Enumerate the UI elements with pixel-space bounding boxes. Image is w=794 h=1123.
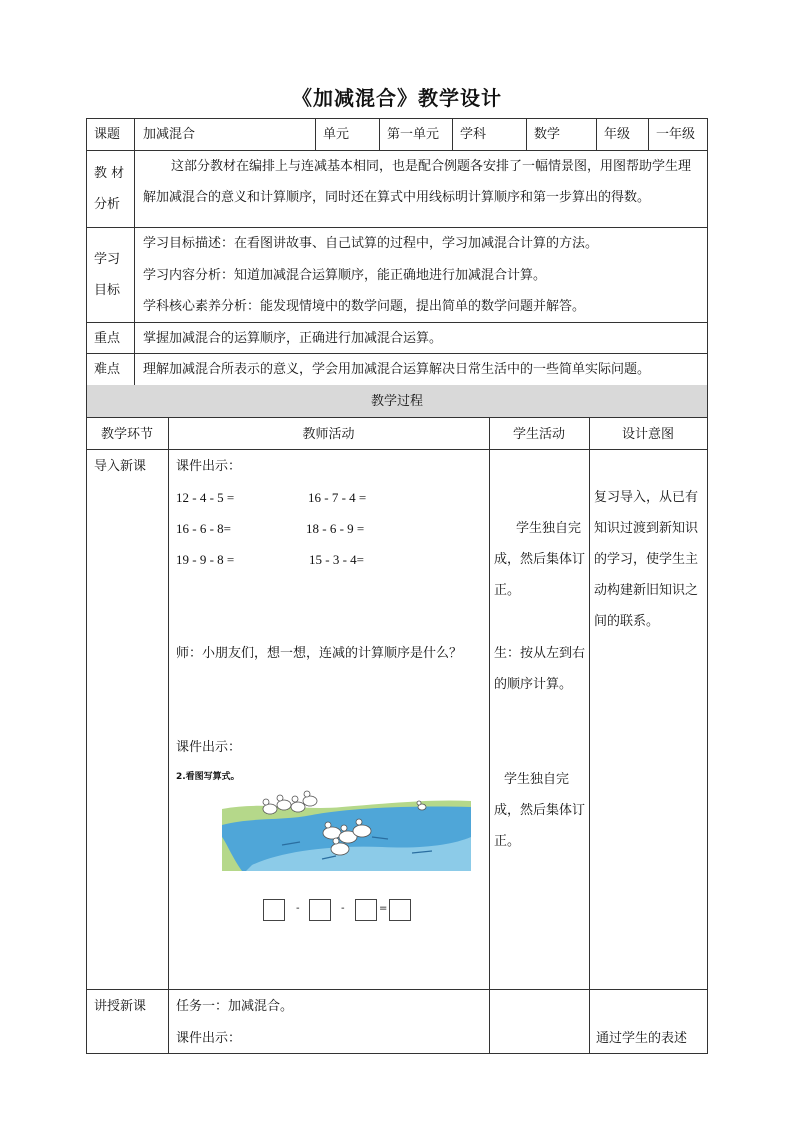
column-header-intent: 设计意图 xyxy=(621,427,674,442)
answer-box[interactable] xyxy=(309,899,331,921)
analysis-label-2: 分析 xyxy=(94,197,121,212)
geese-pond-illustration xyxy=(222,787,471,871)
design-intent-intro: 复习导入，从已有知识过渡到新知识的学习，使学生主动构建新旧知识之间的联系。 xyxy=(594,490,699,629)
table-col-divider xyxy=(315,118,316,150)
formula-operator: - xyxy=(341,903,345,914)
formula-operator: - xyxy=(296,903,300,914)
subject-value: 数学 xyxy=(534,127,561,142)
table-row-divider xyxy=(86,322,708,323)
goal-line-2: 学习内容分析：知道加减混合运算顺序，能正确地进行加减混合计算。 xyxy=(143,268,547,283)
answer-box[interactable] xyxy=(355,899,377,921)
table-col-divider xyxy=(589,417,590,1054)
teacher-question: 师：小朋友们，想一想，连减的计算顺序是什么？ xyxy=(176,646,463,661)
table-col-divider xyxy=(489,417,490,1054)
answer-box[interactable] xyxy=(389,899,411,921)
topic-value: 加减混合 xyxy=(143,127,196,142)
goal-line-1: 学习目标描述：在看图讲故事、自己试算的过程中，学习加减混合计算的方法。 xyxy=(143,236,599,251)
table-col-divider xyxy=(168,417,169,1054)
difficulty-text: 理解加减混合所表示的意义，学会用加减混合运算解决日常生活中的一些简单实际问题。 xyxy=(143,362,651,377)
key-point-label: 重点 xyxy=(94,331,121,346)
table-border-right xyxy=(707,385,708,1054)
difficulty-label: 难点 xyxy=(94,362,121,377)
courseware-label: 课件出示： xyxy=(176,459,242,474)
stage-new-lesson: 讲授新课 xyxy=(94,999,147,1014)
student-activity-2: 生：按从左到右的顺序计算。 xyxy=(494,646,586,692)
equation: 12 - 4 - 5 = xyxy=(176,490,235,505)
table-row-divider xyxy=(86,417,708,418)
analysis-text: 这部分教材在编排上与连减基本相同，也是配合例题各安排了一幅情景图，用图帮助学生理解加减混合的意义和计算顺序，同时还在算式中用线标明计算顺序和第一步算出的得数。 xyxy=(143,159,692,205)
column-header-teacher: 教师活动 xyxy=(302,427,355,442)
table-col-divider xyxy=(596,118,597,150)
student-activity-3: 学生独自完成，然后集体订正。 xyxy=(494,772,586,849)
column-header-student: 学生活动 xyxy=(512,427,565,442)
analysis-label-1: 教 材 xyxy=(94,166,125,181)
equation: 15 - 3 - 4= xyxy=(309,552,364,567)
key-point-text: 掌握加减混合的运算顺序，正确进行加减混合运算。 xyxy=(143,331,443,346)
equation: 19 - 9 - 8 = xyxy=(176,552,235,567)
table-col-divider xyxy=(648,118,649,150)
stage-intro: 导入新课 xyxy=(94,459,147,474)
equation: 16 - 6 - 8= xyxy=(176,521,231,536)
equation: 18 - 6 - 9 = xyxy=(306,521,365,536)
equation: 16 - 7 - 4 = xyxy=(308,490,367,505)
goal-line-3: 学科核心素养分析：能发现情境中的数学问题，提出简单的数学问题并解答。 xyxy=(143,299,586,314)
table-col-divider xyxy=(379,118,380,150)
table-row-divider xyxy=(86,353,708,354)
page-title: 《加减混合》教学设计 xyxy=(292,86,502,110)
table-row-divider xyxy=(86,989,708,990)
table-row-divider xyxy=(86,449,708,450)
process-heading: 教学过程 xyxy=(370,394,423,409)
unit-value: 第一单元 xyxy=(387,127,440,142)
table-border-top xyxy=(86,118,708,119)
table-col-divider xyxy=(526,118,527,150)
task-title: 任务一：加减混合。 xyxy=(176,999,294,1014)
design-intent-new-lesson: 通过学生的表述 xyxy=(596,1031,688,1046)
table-border-bottom xyxy=(86,1053,708,1054)
column-header-stage: 教学环节 xyxy=(100,427,153,442)
goals-label-2: 目标 xyxy=(94,283,121,298)
topic-label: 课题 xyxy=(94,127,121,142)
answer-box[interactable] xyxy=(263,899,285,921)
table-border-left xyxy=(86,385,87,1054)
student-activity-1: 学生独自完成，然后集体订正。 xyxy=(494,521,586,598)
table-border-left xyxy=(86,118,87,385)
courseware-label-3: 课件出示： xyxy=(176,1031,242,1046)
grade-value: 一年级 xyxy=(656,127,696,142)
courseware-label-2: 课件出示： xyxy=(176,740,242,755)
formula-operator: = xyxy=(379,903,388,914)
subject-label: 学科 xyxy=(460,127,487,142)
table-border-right xyxy=(707,118,708,385)
goals-label-1: 学习 xyxy=(94,252,121,267)
table-row-divider xyxy=(86,227,708,228)
table-col-divider xyxy=(134,118,135,385)
grade-label: 年级 xyxy=(604,127,631,142)
unit-label: 单元 xyxy=(323,127,350,142)
table-col-divider xyxy=(452,118,453,150)
picture-caption: 2.看图写算式。 xyxy=(176,772,240,782)
